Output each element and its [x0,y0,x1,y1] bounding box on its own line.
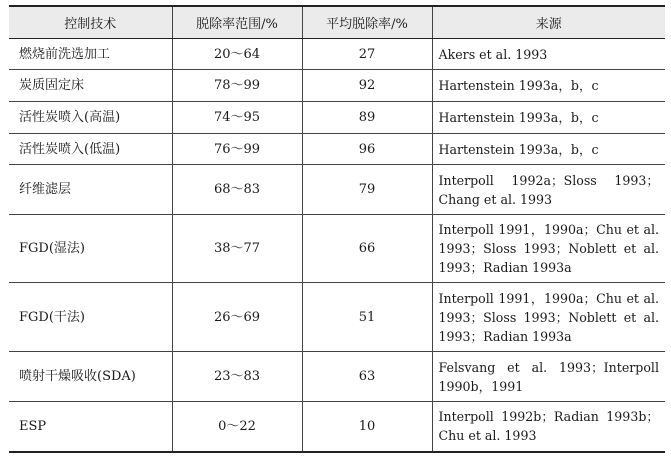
header-control-technology: 控制技术 [9,6,172,39]
table-row [9,402,665,452]
cell-range: 78～99 [172,70,302,102]
cell-technology: 炭质固定床 [9,70,172,102]
cell-range: 38～77 [172,215,302,283]
cell-average: 27 [302,39,432,70]
cell-source: Interpoll 1992a；Sloss 1993；Chang et al. 1993 [432,165,665,215]
cell-technology: 喷射干燥吸收(SDA) [9,352,172,402]
cell-source: Hartenstein 1993a，b，c [432,134,665,165]
table-row [9,165,665,215]
cell-range: 68～83 [172,165,302,215]
table-row [9,283,665,352]
header-removal-range: 脱除率范围/% [172,6,302,39]
cell-average: 66 [302,215,432,283]
table-row [9,102,665,134]
cell-range: 26～69 [172,283,302,352]
cell-source: Interpoll 1992b；Radian 1993b；Chu et al. 1993 [432,402,665,452]
cell-range: 74～95 [172,102,302,134]
cell-technology: FGD(干法) [9,283,172,352]
cell-technology: FGD(湿法) [9,215,172,283]
cell-source: Hartenstein 1993a，b，c [432,102,665,134]
table-row [9,70,665,102]
cell-source: Felsvang et al. 1993；Interpoll 1990b，1991 [432,352,665,402]
removal-rate-table [9,5,665,453]
cell-range: 0～22 [172,402,302,452]
table-row [9,39,665,70]
cell-source: Akers et al. 1993 [432,39,665,70]
cell-average: 96 [302,134,432,165]
header-average-removal: 平均脱除率/% [302,6,432,39]
cell-technology: 燃烧前洗选加工 [9,39,172,70]
cell-average: 63 [302,352,432,402]
header-row [9,6,665,39]
cell-average: 51 [302,283,432,352]
table-row [9,134,665,165]
cell-technology: ESP [9,402,172,452]
table-header [9,6,665,39]
cell-technology: 活性炭喷入(高温) [9,102,172,134]
cell-technology: 纤维滤层 [9,165,172,215]
table-row [9,352,665,402]
cell-source: Hartenstein 1993a，b，c [432,70,665,102]
cell-average: 92 [302,70,432,102]
cell-average: 89 [302,102,432,134]
cell-average: 79 [302,165,432,215]
cell-source: Interpoll 1991，1990a；Chu et al. 1993；Sloss 1993；Noblett et al. 1993；Radian 1993a [432,283,665,352]
table-body [9,39,665,452]
cell-range: 23～83 [172,352,302,402]
header-source: 来源 [432,6,665,39]
cell-source: Interpoll 1991，1990a；Chu et al. 1993；Sloss 1993；Noblett et al. 1993；Radian 1993a [432,215,665,283]
cell-technology: 活性炭喷入(低温) [9,134,172,165]
table-row [9,215,665,283]
cell-average: 10 [302,402,432,452]
cell-range: 76～99 [172,134,302,165]
cell-range: 20～64 [172,39,302,70]
